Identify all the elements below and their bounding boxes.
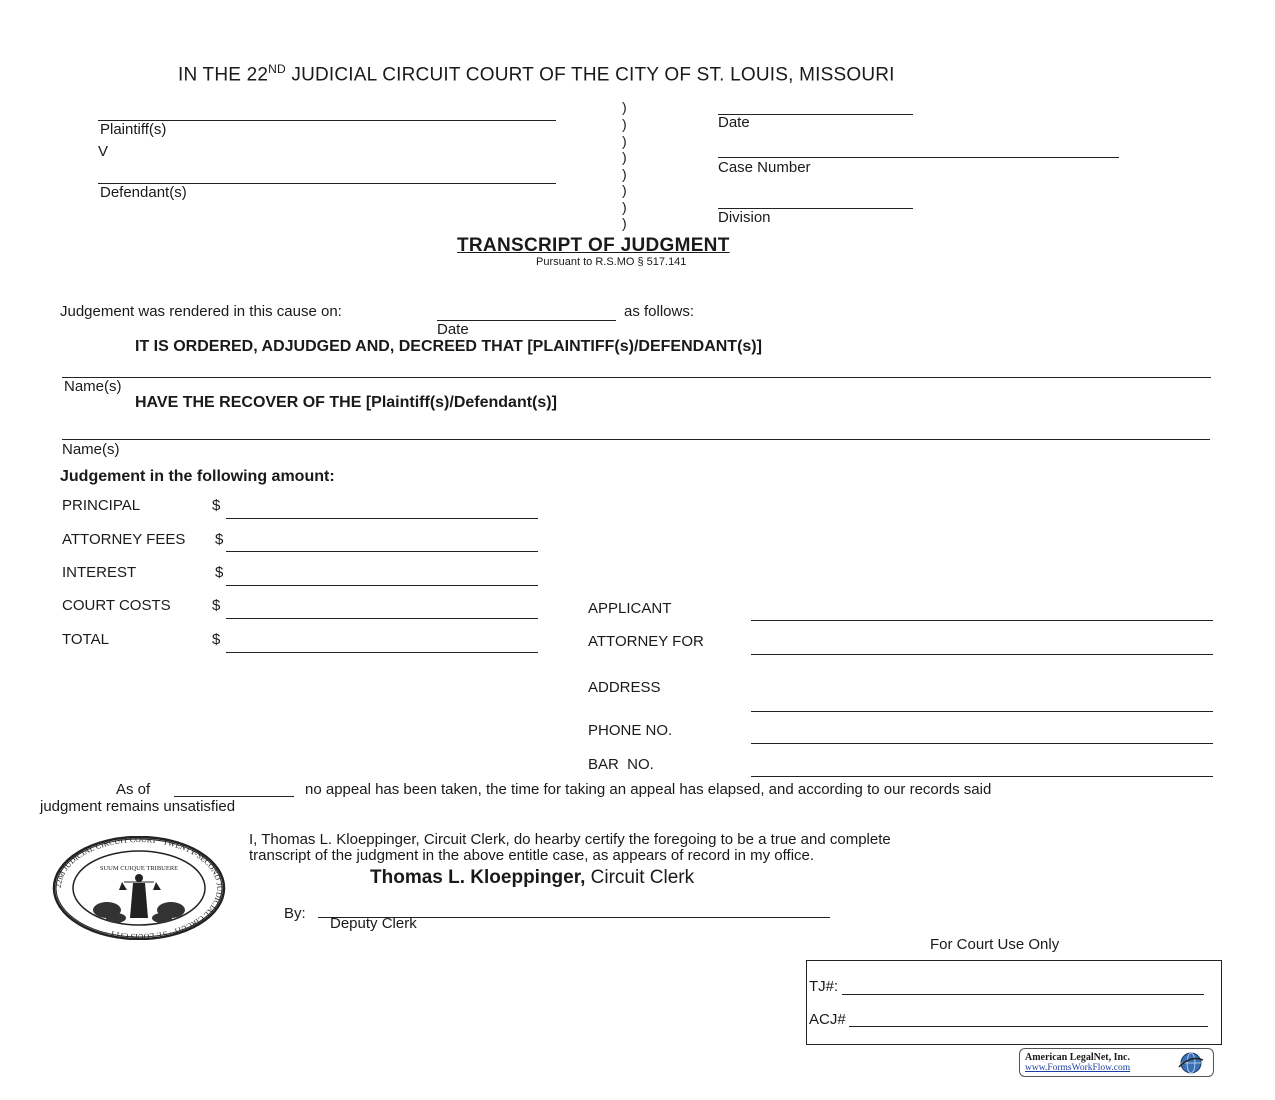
phone-label: PHONE NO.: [588, 722, 673, 739]
court-costs-label: COURT COSTS: [62, 597, 171, 614]
formsworkflow-logo[interactable]: [1019, 1048, 1214, 1077]
interest-currency: $: [215, 564, 224, 581]
by-label: By:: [284, 905, 306, 922]
acj-label: ACJ#: [809, 1011, 846, 1028]
caption-paren: ): [622, 199, 627, 215]
principal-label: PRINCIPAL: [62, 497, 141, 514]
defendant-label: Defendant(s): [100, 184, 187, 201]
case-number-label: Case Number: [718, 159, 811, 176]
applicant-field[interactable]: [751, 620, 1213, 621]
court-costs-field[interactable]: [226, 618, 538, 619]
bar-number-field[interactable]: [751, 776, 1213, 777]
date-label: Date: [718, 114, 750, 131]
clerk-signature-line: [370, 867, 694, 889]
court-costs-currency: $: [212, 597, 221, 614]
total-field[interactable]: [226, 652, 538, 653]
caption-paren: ): [622, 99, 627, 115]
tj-label: TJ#:: [809, 978, 839, 995]
principal-currency: $: [212, 497, 221, 514]
ordered-text: IT IS ORDERED, ADJUDGED AND, DECREED THAT [PLAINTIFF(s)/DEFENDANT(s)]: [135, 338, 762, 355]
amount-heading: Judgement in the following amount:: [60, 468, 335, 485]
acj-field[interactable]: [849, 1026, 1208, 1027]
clerk-name: Thomas L. Kloeppinger,: [370, 867, 586, 888]
deputy-clerk-label: Deputy Clerk: [330, 915, 417, 932]
as-of-date-field[interactable]: [174, 796, 294, 797]
interest-field[interactable]: [226, 585, 538, 586]
recover-text: HAVE THE RECOVER OF THE [Plaintiff(s)/Defendant(s)]: [135, 394, 557, 411]
appeal-statement: no appeal has been taken, the time for taking an appeal has elapsed, and according to our records said: [305, 781, 992, 798]
phone-field[interactable]: [751, 743, 1213, 744]
total-currency: $: [212, 631, 221, 648]
versus-label: V: [98, 143, 109, 160]
caption-paren: ): [622, 166, 627, 182]
names-line-2[interactable]: [62, 439, 1210, 440]
caption-paren: ): [622, 116, 627, 132]
seal-inner-text: SUUM CUIQUE TRIBUERE: [99, 865, 179, 872]
as-follows-text: as follows:: [624, 303, 695, 320]
attorney-fees-field[interactable]: [226, 551, 538, 552]
clerk-title: Circuit Clerk: [585, 867, 695, 888]
tj-field[interactable]: [842, 994, 1204, 995]
document-title: TRANSCRIPT OF JUDGMENT: [457, 235, 730, 256]
seal-outer-text: 22nd JUDICIAL CIRCUIT COURT · TWENTY-SECOND JUDICIAL CIRCUIT · ST. LOUIS CITY ·: [53, 836, 225, 940]
division-label: Division: [718, 209, 771, 226]
attorney-for-label: ATTORNEY FOR: [588, 633, 704, 650]
court-heading-ordinal: ND: [268, 62, 286, 76]
caption-paren: ): [622, 149, 627, 165]
rendered-text: Judgement was rendered in this cause on:: [60, 303, 342, 320]
names-label-1: Name(s): [64, 378, 122, 395]
caption-paren: ): [622, 133, 627, 149]
case-number-line[interactable]: [718, 157, 1119, 158]
caption-paren: ): [622, 182, 627, 198]
address-field[interactable]: [751, 711, 1213, 712]
certification-line-1: I, Thomas L. Kloeppinger, Circuit Clerk, do hearby certify the foregoing to be a true and complete: [249, 831, 891, 848]
plaintiff-label: Plaintiff(s): [100, 121, 167, 138]
principal-field[interactable]: [226, 518, 538, 519]
judgment-date-label: Date: [437, 321, 469, 338]
court-heading-prefix: IN THE 22: [178, 64, 269, 86]
court-use-box: [806, 960, 1222, 1045]
bar-number-label: BAR NO.: [588, 756, 654, 773]
caption-paren: ): [622, 215, 627, 231]
plaintiff-line[interactable]: [98, 120, 556, 121]
statute-reference: Pursuant to R.S.MO § 517.141: [536, 256, 687, 268]
interest-label: INTEREST: [62, 564, 137, 581]
justice-figure-icon: [119, 874, 161, 918]
footer-url[interactable]: www.FormsWorkFlow.com: [1025, 1063, 1131, 1073]
court-heading: [178, 62, 895, 86]
names-line-1[interactable]: [62, 377, 1211, 378]
globe-icon: [1177, 1051, 1205, 1075]
attorney-for-field[interactable]: [751, 654, 1213, 655]
attorney-fees-label: ATTORNEY FEES: [62, 531, 186, 548]
certification-line-2: transcript of the judgment in the above entitle case, as appears of record in my office.: [249, 847, 815, 864]
as-of-label: As of: [116, 781, 151, 798]
applicant-label: APPLICANT: [588, 600, 672, 617]
names-label-2: Name(s): [62, 441, 120, 458]
total-label: TOTAL: [62, 631, 109, 648]
attorney-fees-currency: $: [215, 531, 224, 548]
appeal-statement-2: judgment remains unsatisfied: [40, 798, 236, 815]
court-seal: [52, 836, 226, 940]
address-label: ADDRESS: [588, 679, 661, 696]
court-use-heading: For Court Use Only: [930, 936, 1060, 953]
court-heading-suffix: JUDICIAL CIRCUIT COURT OF THE CITY OF ST. LOUIS, MISSOURI: [285, 64, 895, 86]
footer-company: American LegalNet, Inc.: [1025, 1052, 1130, 1063]
